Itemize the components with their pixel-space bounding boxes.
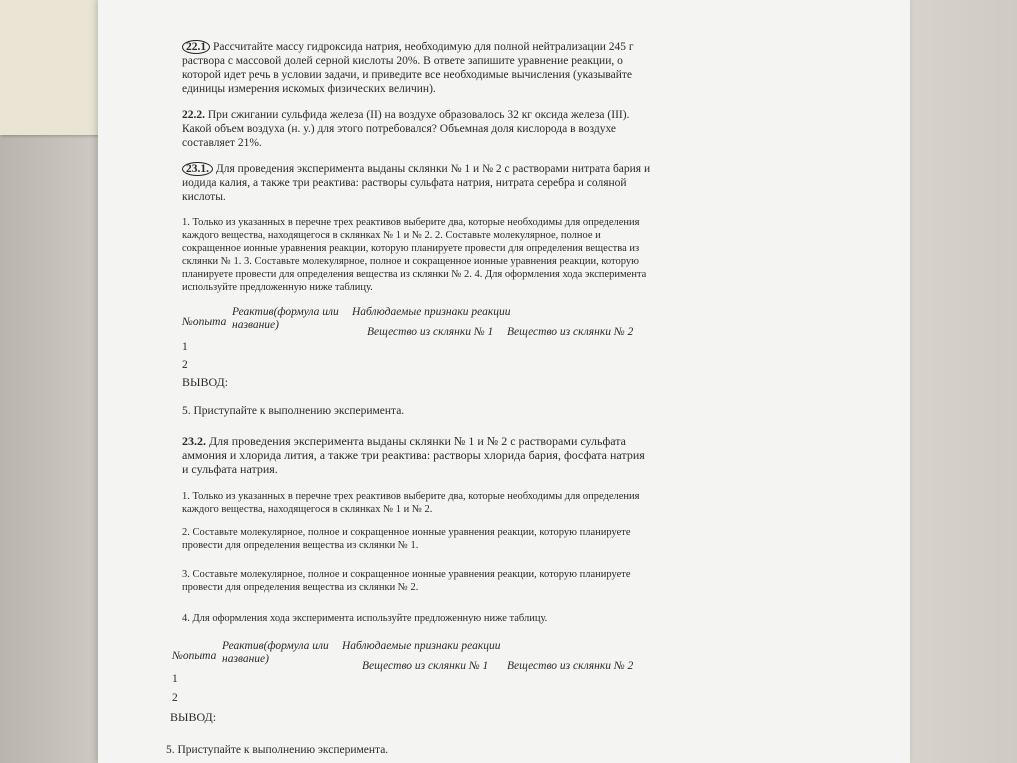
task-23-2: [182, 434, 652, 476]
start-instruction: 5. Приступайте к выполнению эксперимента.: [166, 744, 389, 756]
col-substance-1: Вещество из склянки № 1: [362, 660, 489, 672]
experiment-table-header: [172, 640, 652, 674]
task-23-2-step-4: [182, 612, 652, 625]
col-experiment-number: №опыта: [182, 316, 227, 328]
col-observed-signs: Наблюдаемые признаки реакции: [342, 640, 501, 652]
col-experiment-number: №опыта: [172, 650, 217, 662]
task-23-2-step-3: [182, 568, 652, 594]
instructions-text: 1. Только из указанных в перечне трех реактивов выберите два, которые необходимы для определения каждого вещества, находящегося в склянках № 1 и № 2. 2. Составьте молекулярное, полное и сокращенное ионные уравнения реакции, которую планируете провести для определения вещества из склянки № 1. 3. Составьте молекулярное, полное и сокращенное ионные уравнения реакции, которую планируете провести для определения вещества из склянки № 2. 4. Для оформления хода эксперимента используйте предложенную ниже таблицу.: [182, 217, 647, 293]
col-substance-1: Вещество из склянки № 1: [367, 326, 494, 338]
task-number: 23.1.: [182, 162, 213, 176]
start-instruction: 5. Приступайте к выполнению эксперимента.: [182, 405, 405, 417]
col-substance-2: Вещество из склянки № 2: [507, 660, 634, 672]
document-page: [98, 0, 910, 763]
task-text: При сжигании сульфида железа (II) на воздухе образовалось 32 кг оксида железа (III). Какой объем воздуха (н. у.) для этого потребовался? Объемная доля кислорода в воздухе составляет 21%.: [182, 109, 630, 149]
desk-background-right: [897, 0, 1017, 763]
task-23-1: [182, 162, 652, 204]
conclusion-label: ВЫВОД:: [182, 375, 229, 389]
col-observed-signs: Наблюдаемые признаки реакции: [352, 306, 511, 318]
task-number: 22.1: [182, 40, 210, 54]
experiment-table-header: [182, 306, 652, 340]
task-number: 23.2.: [182, 434, 206, 448]
step-text: 4. Для оформления хода эксперимента используйте предложенную ниже таблицу.: [182, 613, 548, 624]
task-23-1-instructions: [182, 216, 652, 294]
col-substance-2: Вещество из склянки № 2: [507, 326, 634, 338]
conclusion-label: ВЫВОД:: [170, 710, 217, 724]
step-text: 2. Составьте молекулярное, полное и сокращенное ионные уравнения реакции, которую планируете провести для определения вещества из склянки № 1.: [182, 527, 631, 551]
task-text: Рассчитайте массу гидроксида натрия, необходимую для полной нейтрализации 245 г раствора с массовой долей серной кислоты 20%. В ответе запишите уравнение реакции, о которой идет речь в условии задачи, и приведите все необходимые вычисления (указывайте единицы измерения искомых физических величин).: [182, 41, 634, 95]
task-text: Для проведения эксперимента выданы склянки № 1 и № 2 с растворами сульфата аммония и хлорида лития, а также три реактива: растворы хлорида бария, фосфата натрия и сульфата натрия.: [182, 434, 645, 476]
task-number: 22.2.: [182, 109, 205, 121]
table-row-number: 2: [172, 692, 178, 704]
table-row-number: 2: [182, 359, 188, 371]
col-reagent: Реактив(формула или название): [232, 306, 339, 331]
col-reagent: Реактив(формула или название): [222, 640, 329, 665]
task-23-2-step-2: [182, 526, 652, 552]
table-row-number: 1: [172, 673, 178, 685]
step-text: 1. Только из указанных в перечне трех реактивов выберите два, которые необходимы для определения каждого вещества, находящегося в склянках № 1 и № 2.: [182, 491, 640, 515]
task-text: Для проведения эксперимента выданы склянки № 1 и № 2 с растворами нитрата бария и иодида калия, а также три реактива: растворы сульфата натрия, нитрата серебра и соляной кислоты.: [182, 163, 651, 203]
task-23-2-step-1: [182, 490, 652, 516]
step-text: 3. Составьте молекулярное, полное и сокращенное ионные уравнения реакции, которую планируете провести для определения вещества из склянки № 2.: [182, 569, 631, 593]
task-22-2: [182, 108, 652, 150]
table-row-number: 1: [182, 341, 188, 353]
task-22-1: [182, 40, 652, 96]
